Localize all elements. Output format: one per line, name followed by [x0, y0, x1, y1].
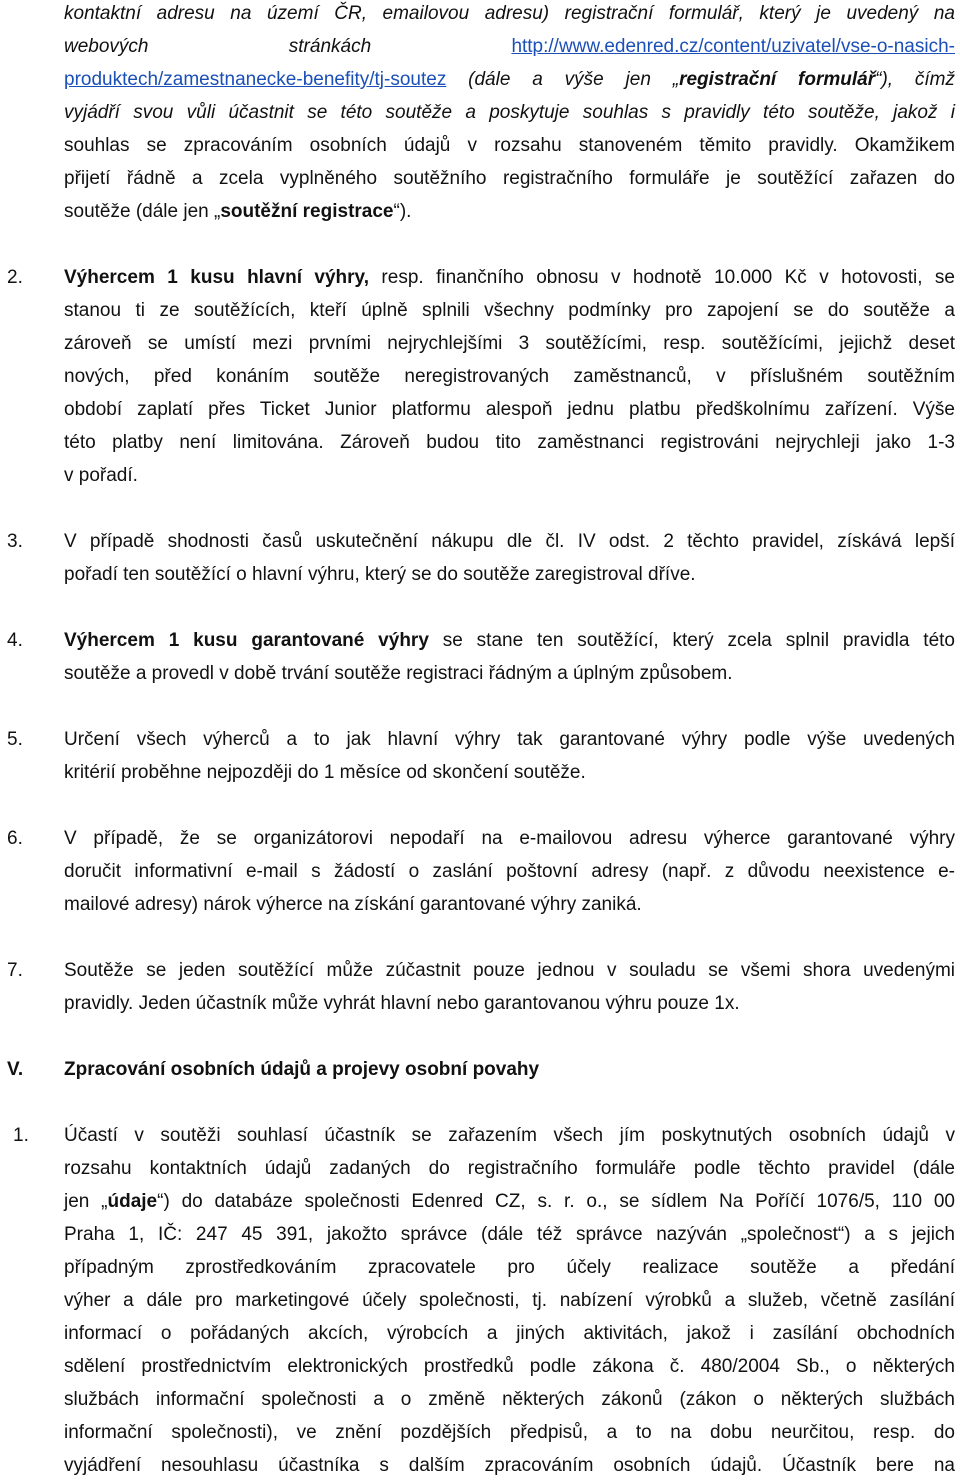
item-2-line-1: [64, 266, 955, 292]
section-title: Zpracování osobních údajů a projevy osobní povahy: [64, 1059, 540, 1080]
para-text: jen „: [64, 1191, 108, 1212]
para-1-line-10: informační společnosti), ve znění pozdějších předpisů, a to na dobu neurčitou, resp. do: [64, 1422, 955, 1443]
intro-line-2: [64, 35, 955, 61]
para-1-line-11: vyjádření nesouhlasu účastníka s dalším zpracováním osobních údajů. Účastník bere na: [64, 1455, 955, 1476]
item-2-line-5: období zaplatí přes Ticket Junior platformu alespoň jednu platbu předškolnímu zařízení. Výše: [64, 399, 955, 420]
item-number: 4.: [7, 630, 23, 651]
intro-line-3: [64, 68, 955, 94]
item-number: 2.: [7, 267, 23, 288]
para-1-line-5: případným zprostředkováním zpracovatele pro účely realizace soutěže a předání: [64, 1257, 955, 1278]
para-1-line-6: výher a dále pro marketingové účely společnosti, tj. nabízení výrobků a služeb, včetně zasílání: [64, 1290, 955, 1311]
item-number: 5.: [7, 729, 23, 750]
intro-text: webových: [64, 36, 149, 57]
item-text: resp. finančního obnosu v hodnotě 10.000 Kč v hotovosti, se: [368, 267, 955, 288]
intro-text: “), čímž: [875, 69, 955, 90]
item-6-line-2: doručit informativní e-mail s žádostí o zaslání poštovní adresy (např. z důvodu neexistence e-: [64, 861, 955, 882]
para-1-line-7: informací o pořádaných akcích, výrobcích a jiných aktivitách, jakož i zasílání obchodních: [64, 1323, 955, 1344]
item-number: 7.: [7, 960, 23, 981]
para-1-line-8: sdělení prostřednictvím elektronických prostředků podle zákona č. 480/2004 Sb., o některých: [64, 1356, 955, 1377]
item-number: 1.: [13, 1125, 29, 1146]
item-number: 3.: [7, 531, 23, 552]
term-soutezni-registrace: soutěžní registrace: [220, 201, 394, 222]
item-2-line-3: zároveň se umístí mezi prvními nejrychlejšími 3 soutěžícími, resp. soutěžícími, jejichž deset: [64, 333, 955, 354]
item-5-line-2: kritérií proběhne nejpozději do 1 měsíce od skončení soutěže.: [64, 762, 586, 783]
item-3-line-2: pořadí ten soutěžící o hlavní výhru, který se do soutěže zaregistroval dříve.: [64, 564, 696, 585]
intro-text: soutěže (dále jen „: [64, 201, 221, 222]
intro-line-1: kontaktní adresu na území ČR, emailovou adresu) registrační formulář, který je uvedený na: [64, 3, 955, 24]
item-2-line-7: v pořadí.: [64, 465, 138, 486]
item-6-line-1: V případě, že se organizátorovi nepodaří na e-mailovou adresu výherce garantované výhry: [64, 828, 955, 849]
para-1-line-3: [64, 1190, 955, 1216]
item-7-line-1: Soutěže se jeden soutěžící může zúčastnit pouze jednou v souladu se všemi shora uvedenými: [64, 960, 955, 981]
term-udaje: údaje: [107, 1191, 158, 1212]
registration-form-link[interactable]: http://www.edenred.cz/content/uzivatel/vse-o-nasich-: [511, 36, 955, 57]
item-number: 6.: [7, 828, 23, 849]
registration-form-link-cont[interactable]: produktech/zamestnanecke-benefity/tj-soutez: [64, 69, 447, 90]
intro-text: (dále a výše jen „: [446, 69, 680, 90]
term-hlavni-vyhra: Výhercem 1 kusu hlavní výhry,: [64, 267, 369, 288]
intro-text: “).: [393, 201, 412, 222]
item-2-line-6: této platby není limitována. Zároveň budou tito zaměstnanci registrováni nejrychleji jako 1-3: [64, 432, 955, 453]
item-5-line-1: Určení všech výherců a to jak hlavní výhry tak garantované výhry podle výše uvedených: [64, 729, 955, 750]
item-3-line-1: V případě shodnosti časů uskutečnění nákupu dle čl. IV odst. 2 těchto pravidel, získává lepší: [64, 531, 955, 552]
intro-line-6: přijetí řádně a zcela vyplněného soutěžního registračního formuláře je soutěžící zařazen do: [64, 168, 955, 189]
section-number: V.: [7, 1059, 24, 1080]
intro-line-4: vyjádří svou vůli účastnit se této soutěže a poskytuje souhlas s pravidly této soutěže, jakož i: [64, 102, 955, 123]
para-1-line-1: Účastí v soutěži souhlasí účastník se zařazením všech jím poskytnutých osobních údajů v: [64, 1125, 955, 1146]
para-text: “) do databáze společnosti Edenred CZ, s. r. o., se sídlem Na Poříčí 1076/5, 110 00: [157, 1191, 955, 1212]
item-2-line-2: stanou ti ze soutěžících, kteří úplně splnili všechny podmínky pro zapojení se do soutěže a: [64, 300, 955, 321]
item-6-line-3: mailové adresy) nárok výherce na získání garantované výhry zaniká.: [64, 894, 642, 915]
item-2-line-4: nových, před konáním soutěže neregistrovaných zaměstnanců, v příslušném soutěžním: [64, 366, 955, 387]
intro-text: stránkách: [288, 36, 372, 57]
item-4-line-2: soutěže a provedl v době trvání soutěže registraci řádným a úplným způsobem.: [64, 663, 733, 684]
item-7-line-2: pravidly. Jeden účastník může vyhrát hlavní nebo garantovanou výhru pouze 1x.: [64, 993, 740, 1014]
term-registracni-formular: registrační formulář: [679, 69, 876, 90]
intro-line-5: souhlas se zpracováním osobních údajů v rozsahu stanoveném těmito pravidly. Okamžikem: [64, 135, 955, 156]
para-1-line-9: službách informační společnosti a o změně některých zákonů (zákon o některých službách: [64, 1389, 955, 1410]
para-1-line-4: Praha 1, IČ: 247 45 391, jakožto správce (dále též správce nazýván „společnost“) a s jejich: [64, 1224, 955, 1245]
intro-line-7: [64, 200, 411, 226]
para-1-line-2: rozsahu kontaktních údajů zadaných do registračního formuláře podle těchto pravidel (dále: [64, 1158, 955, 1179]
term-garantovana-vyhra: Výhercem 1 kusu garantované výhry: [64, 630, 429, 651]
item-text: se stane ten soutěžící, který zcela splnil pravidla této: [428, 630, 955, 651]
item-4-line-1: [64, 629, 955, 655]
